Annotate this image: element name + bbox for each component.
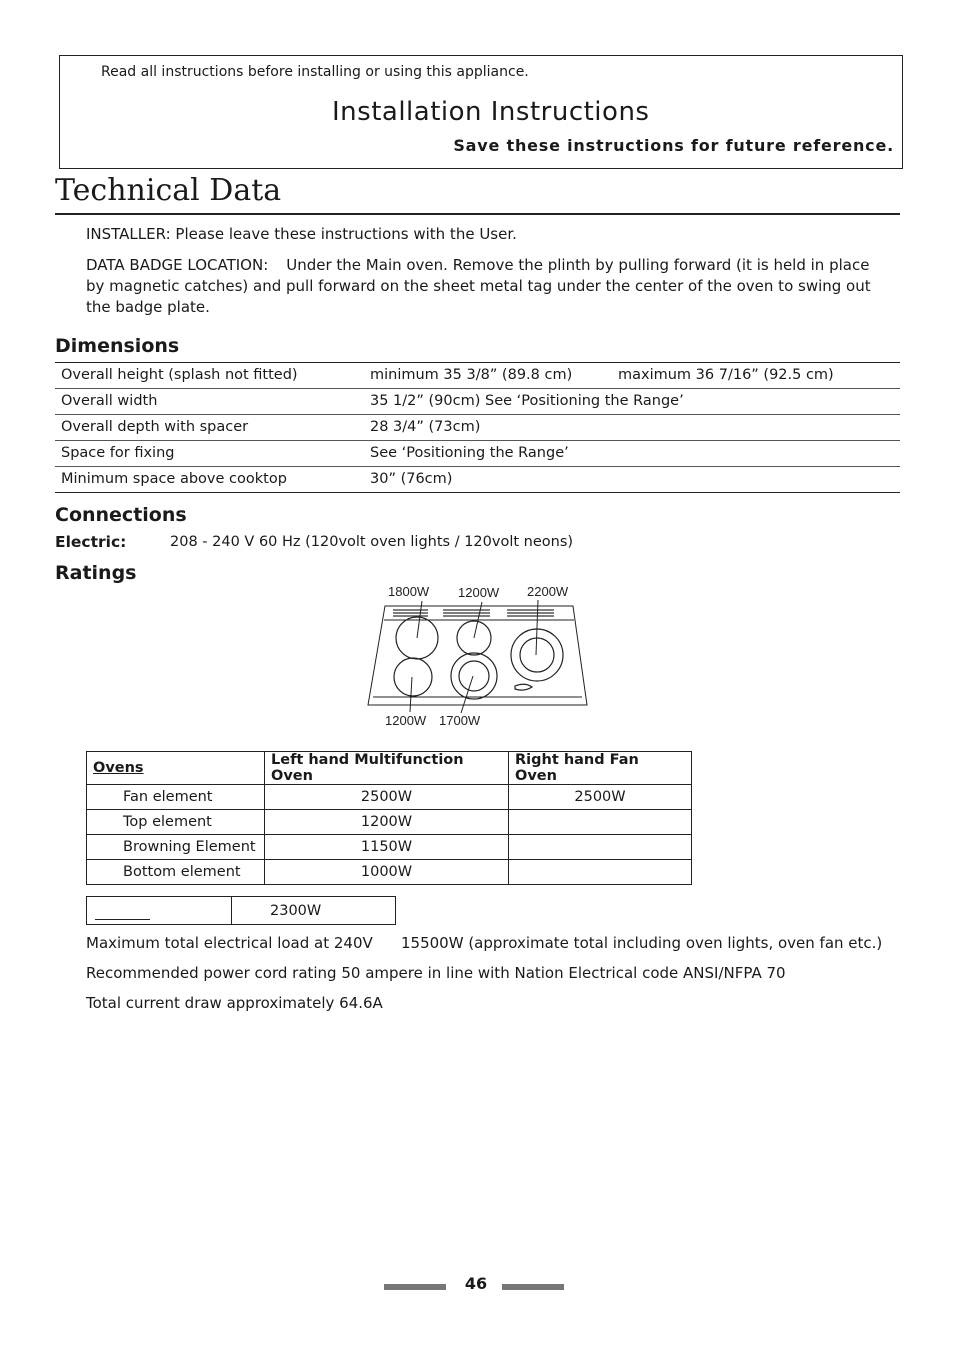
indicator-light: [515, 684, 532, 690]
table-row: [55, 415, 900, 441]
dim-extra: maximum 36 7/16” (92.5 cm): [618, 367, 834, 383]
right-oven-value: [509, 835, 692, 860]
electric-label: Electric:: [55, 533, 127, 551]
dimensions-table: [55, 362, 900, 493]
footer-bar-right: [502, 1284, 564, 1290]
burner-front-middle-inner: [459, 661, 489, 691]
dimensions-heading: Dimensions: [55, 335, 180, 357]
right-oven-header: Right hand Fan Oven: [509, 752, 692, 785]
table-row: [87, 785, 692, 810]
badge-location: [86, 255, 886, 318]
table-row: [55, 441, 900, 467]
table-row: [55, 363, 900, 389]
ovens-table: [86, 751, 692, 885]
dim-label: Overall depth with spacer: [61, 419, 249, 435]
dim-value: minimum 35 3/8” (89.8 cm): [370, 367, 573, 383]
control-knobs: [393, 610, 554, 616]
cooktop-diagram: [360, 580, 600, 735]
right-oven-value: 2500W: [509, 785, 692, 810]
element-name: Bottom element: [87, 860, 265, 885]
dim-label: Minimum space above cooktop: [61, 471, 287, 487]
extra-rating-label: [87, 897, 232, 925]
dim-value: 35 1/2” (90cm) See ‘Positioning the Range’: [370, 393, 684, 409]
page-number: 46: [464, 1274, 488, 1293]
ovens-header-label: Ovens: [93, 760, 144, 776]
header-box: [59, 55, 903, 169]
installer-note: INSTALLER: Please leave these instructions with the User.: [86, 225, 517, 243]
page-title: Technical Data: [55, 173, 900, 215]
element-name: Fan element: [87, 785, 265, 810]
ratings-heading: Ratings: [55, 562, 137, 584]
burner-label-back-middle: 1200W: [458, 585, 500, 600]
dim-value: 28 3/4” (73cm): [370, 419, 481, 435]
extra-rating-table: [86, 896, 396, 925]
table-row: [87, 810, 692, 835]
footer-bar-left: [384, 1284, 446, 1290]
max-load: [86, 933, 882, 954]
header-note: Read all instructions before installing or using this appliance.: [101, 64, 529, 80]
dim-value: 30” (76cm): [370, 471, 453, 487]
left-oven-value: 1200W: [265, 810, 509, 835]
table-row: [87, 897, 396, 925]
leader-lines: [410, 600, 538, 713]
table-row: [87, 835, 692, 860]
current-draw: Total current draw approximately 64.6A: [86, 994, 383, 1012]
burner-label-front-middle: 1700W: [439, 713, 481, 728]
header-save-note: Save these instructions for future reference.: [453, 136, 894, 155]
electric-value: 208 - 240 V 60 Hz (120volt oven lights / 120volt neons): [170, 534, 574, 550]
table-row: [55, 467, 900, 492]
burner-front-left: [394, 658, 432, 696]
element-name: Top element: [87, 810, 265, 835]
dim-label: Overall width: [61, 393, 158, 409]
blank-label-line: [95, 919, 150, 920]
burners: [394, 617, 563, 699]
header-title: Installation Instructions: [332, 97, 650, 127]
burner-label-back-right: 2200W: [527, 584, 569, 599]
burner-label-back-left: 1800W: [388, 584, 430, 599]
burner-label-front-left: 1200W: [385, 713, 427, 728]
right-oven-value: [509, 860, 692, 885]
right-oven-value: [509, 810, 692, 835]
ovens-header: [87, 752, 265, 785]
table-row: [87, 860, 692, 885]
max-load-label: Maximum total electrical load at 240V: [86, 934, 373, 952]
badge-text: Under the Main oven. Remove the plinth by pulling forward (it is held in place by magnetic catches) and pull forward on the sheet metal tag under the center of the oven to swing out the badge plate.: [86, 256, 871, 316]
left-oven-value: 2500W: [265, 785, 509, 810]
left-oven-header: Left hand Multifunction Oven: [265, 752, 509, 785]
power-cord-rating: Recommended power cord rating 50 ampere in line with Nation Electrical code ANSI/NFPA 70: [86, 964, 786, 982]
element-name: Browning Element: [87, 835, 265, 860]
table-row: [55, 389, 900, 415]
connections-heading: Connections: [55, 504, 187, 526]
table-header-row: [87, 752, 692, 785]
dim-label: Space for fixing: [61, 445, 175, 461]
burner-front-middle: [451, 653, 497, 699]
max-load-value: 15500W (approximate total including oven lights, oven fan etc.): [401, 934, 883, 952]
extra-rating-value: 2300W: [232, 897, 396, 925]
dim-label: Overall height (splash not fitted): [61, 367, 298, 383]
badge-label: DATA BADGE LOCATION:: [86, 256, 269, 274]
burner-back-right-inner: [520, 638, 554, 672]
left-oven-value: 1150W: [265, 835, 509, 860]
left-oven-value: 1000W: [265, 860, 509, 885]
dim-value: See ‘Positioning the Range’: [370, 445, 569, 461]
